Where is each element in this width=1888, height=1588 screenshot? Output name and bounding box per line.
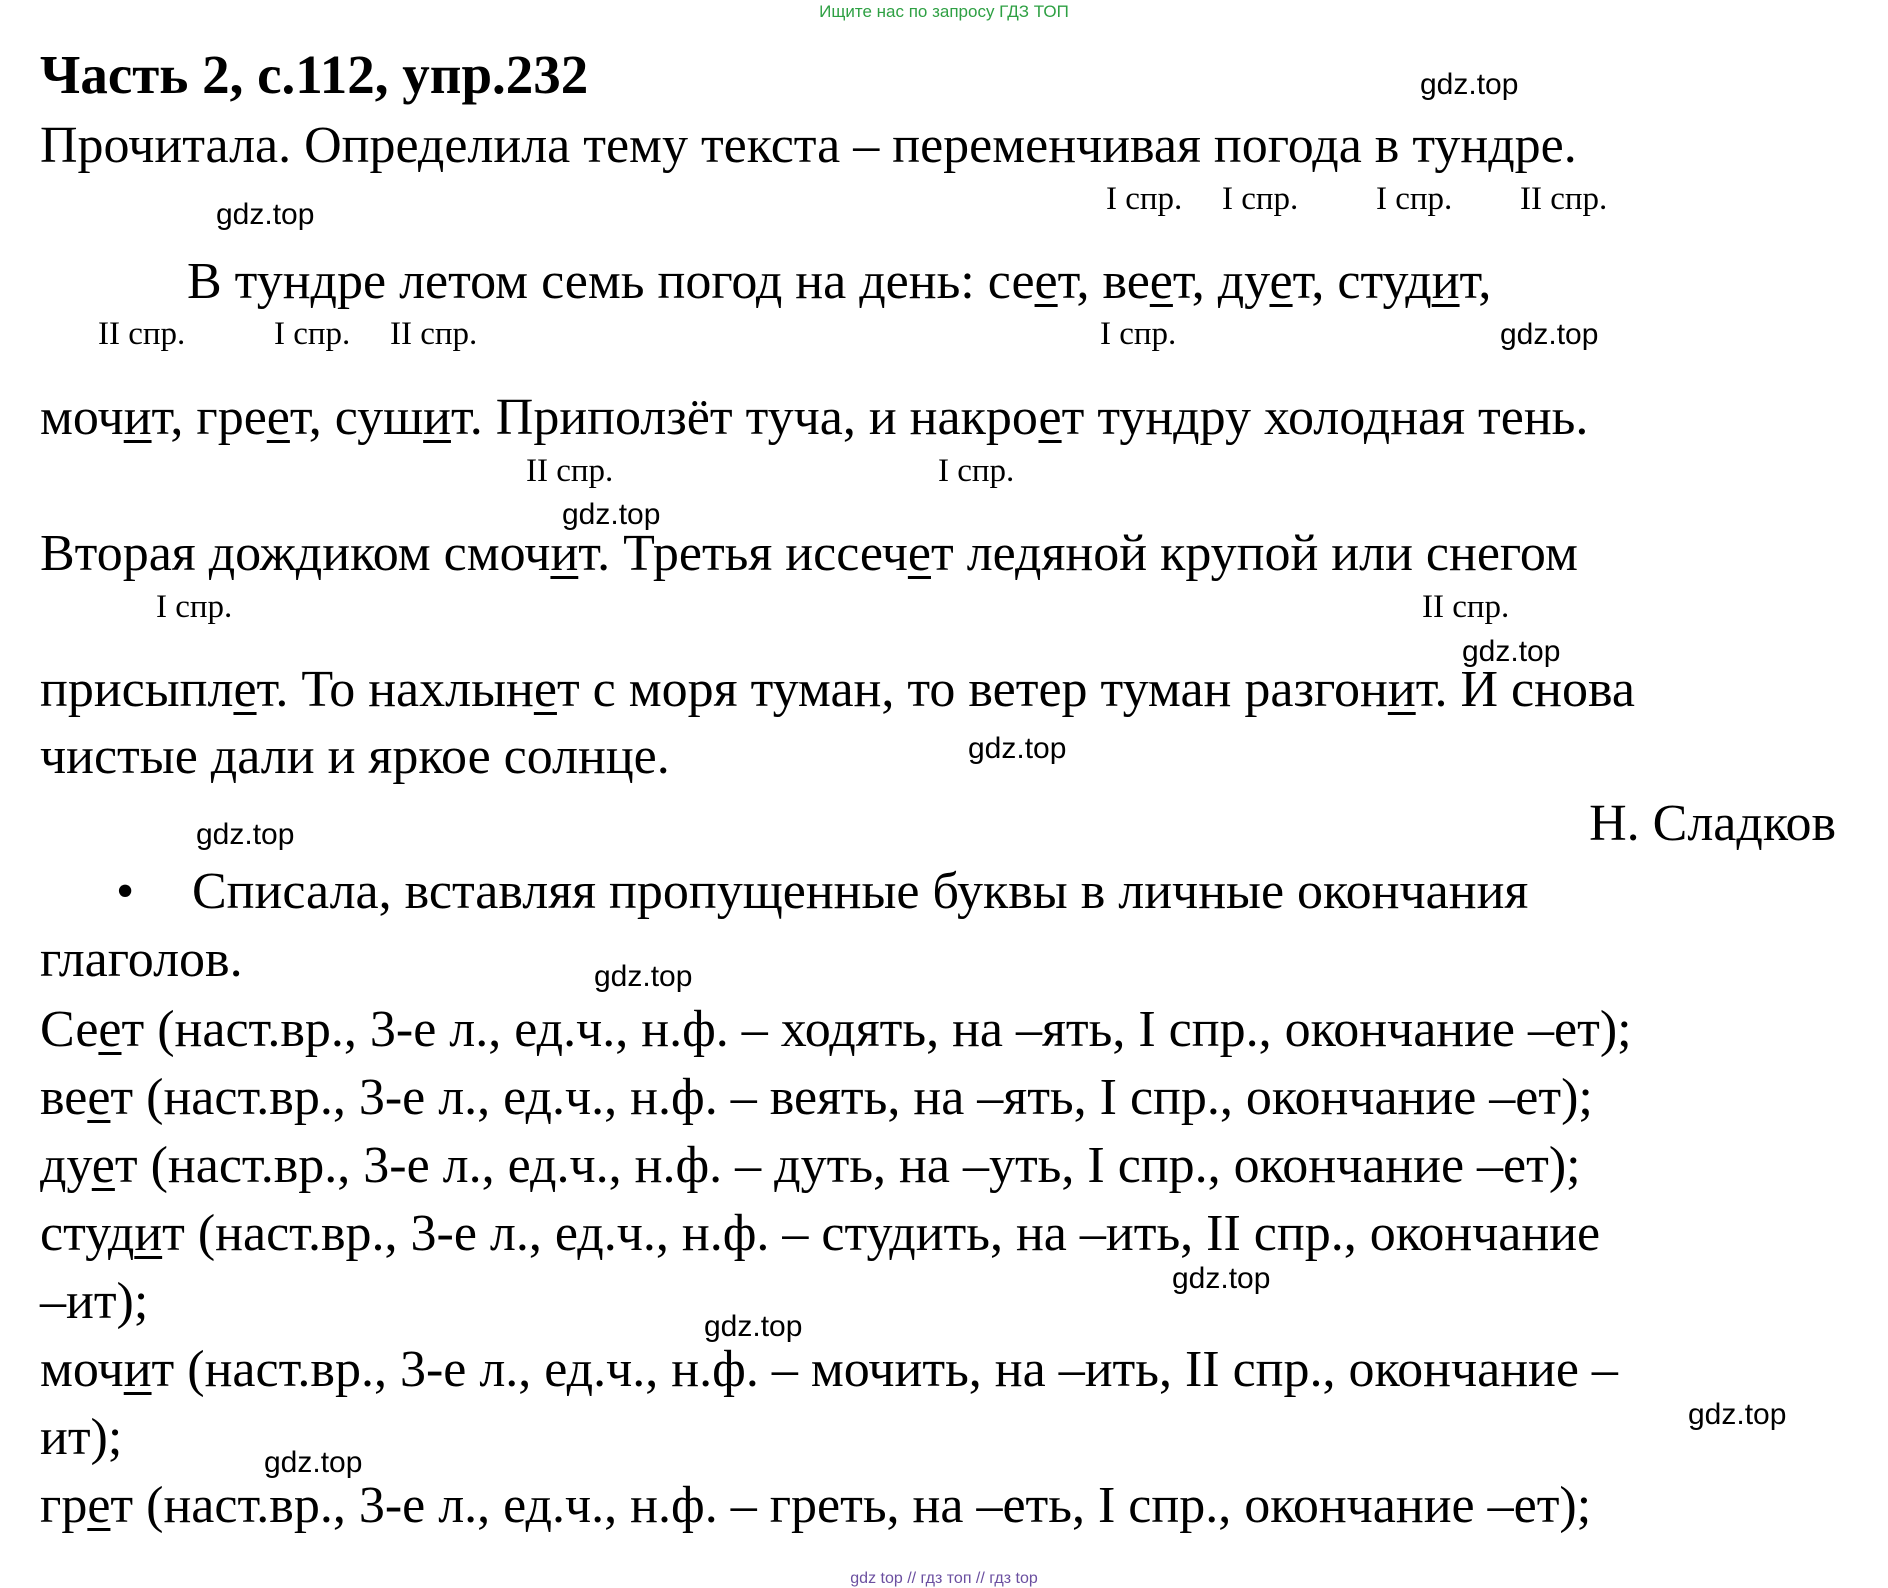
watermark: gdz.top — [1420, 68, 1519, 101]
missing-letter: е — [91, 1137, 115, 1194]
conjugation-label: II спр. — [1520, 181, 1608, 217]
missing-letter: е — [87, 1069, 111, 1126]
analysis-row: грет (наст.вр., 3-е л., ед.ч., н.ф. – греть, на –еть, I спр., окончание –ет); — [40, 1477, 1592, 1534]
watermark: gdz.top — [1500, 318, 1599, 351]
missing-letter: и — [1387, 661, 1416, 718]
watermark: gdz.top — [196, 818, 295, 851]
text-line-4: присыплет. То нахлынет с моря туман, то ветер туман разгонит. И снова — [40, 661, 1635, 718]
intro-text: Прочитала. Определила тему текста – переменчивая погода в тундре. — [40, 117, 1577, 174]
watermark: gdz.top — [1172, 1262, 1271, 1295]
task-text: Списала, вставляя пропущенные буквы в личные окончания — [192, 863, 1529, 920]
missing-letter: е — [907, 525, 931, 582]
missing-letter: и — [1431, 253, 1460, 310]
missing-letter: е — [1038, 389, 1062, 446]
analysis-row: мочит (наст.вр., 3-е л., ед.ч., н.ф. – мочить, на –ить, II спр., окончание – — [40, 1341, 1618, 1398]
missing-letter: и — [550, 525, 579, 582]
analysis-row: дует (наст.вр., 3-е л., ед.ч., н.ф. – дуть, на –уть, I спр., окончание –ет); — [40, 1137, 1581, 1194]
watermark: gdz.top — [968, 732, 1067, 765]
missing-letter: е — [533, 661, 557, 718]
missing-letter: е — [98, 1001, 122, 1058]
watermark: gdz.top — [704, 1310, 803, 1343]
conjugation-label: I спр. — [274, 316, 351, 352]
bullet-icon: • — [116, 863, 135, 920]
author: Н. Сладков — [1589, 795, 1836, 852]
analysis-row-cont: ит); — [40, 1409, 123, 1466]
top-search-note: Ищите нас по запросу ГДЗ ТОП — [819, 2, 1069, 21]
conjugation-label: I спр. — [938, 453, 1015, 489]
missing-letter: е — [266, 389, 290, 446]
conjugation-label: I спр. — [1106, 181, 1183, 217]
text-line-3: Вторая дождиком смочит. Третья иссечет ледяной крупой или снегом — [40, 525, 1578, 582]
missing-letter: и — [123, 389, 152, 446]
analysis-row: студит (наст.вр., 3-е л., ед.ч., н.ф. – студить, на –ить, II спр., окончание — [40, 1205, 1601, 1262]
conjugation-label: I спр. — [1222, 181, 1299, 217]
missing-letter: и — [123, 1341, 152, 1398]
watermark: gdz.top — [264, 1446, 363, 1479]
watermark: gdz.top — [1688, 1398, 1787, 1431]
missing-letter: е — [1149, 253, 1173, 310]
text-line-1: В тундре летом семь погод на день: сеет, веет, дует, студит, — [187, 253, 1492, 310]
missing-letter: и — [423, 389, 451, 446]
conjugation-label: I спр. — [156, 589, 233, 625]
text-line-5: чистые дали и яркое солнце. — [40, 728, 670, 785]
conjugation-label: I спр. — [1100, 316, 1177, 352]
text-line-2: мочит, греет, сушит. Приползёт туча, и накроет тундру холодная тень. — [40, 389, 1589, 446]
analysis-row-cont: –ит); — [40, 1273, 149, 1330]
watermark: gdz.top — [594, 960, 693, 993]
conjugation-label: II спр. — [390, 316, 478, 352]
conjugation-label: I спр. — [1376, 181, 1453, 217]
footer-links: gdz top // гдз топ // гдз top — [850, 1570, 1038, 1587]
analysis-row: Сеет (наст.вр., 3-е л., ед.ч., н.ф. – ходять, на –ять, I спр., окончание –ет); — [40, 1001, 1632, 1058]
watermark: gdz.top — [1462, 635, 1561, 668]
page-title: Часть 2, с.112, упр.232 — [40, 44, 589, 105]
analysis-row: веет (наст.вр., 3-е л., ед.ч., н.ф. – веять, на –ять, I спр., окончание –ет); — [40, 1069, 1593, 1126]
watermark: gdz.top — [216, 198, 315, 231]
missing-letter: е — [1269, 253, 1293, 310]
missing-letter: и — [134, 1205, 163, 1262]
task-text-cont: глаголов. — [40, 931, 243, 988]
missing-letter: е — [1034, 253, 1058, 310]
missing-letter: е — [87, 1477, 111, 1534]
conjugation-label: II спр. — [526, 453, 614, 489]
conjugation-label: II спр. — [98, 316, 186, 352]
missing-letter: е — [233, 661, 257, 718]
conjugation-label: II спр. — [1422, 589, 1510, 625]
watermark: gdz.top — [562, 498, 661, 531]
